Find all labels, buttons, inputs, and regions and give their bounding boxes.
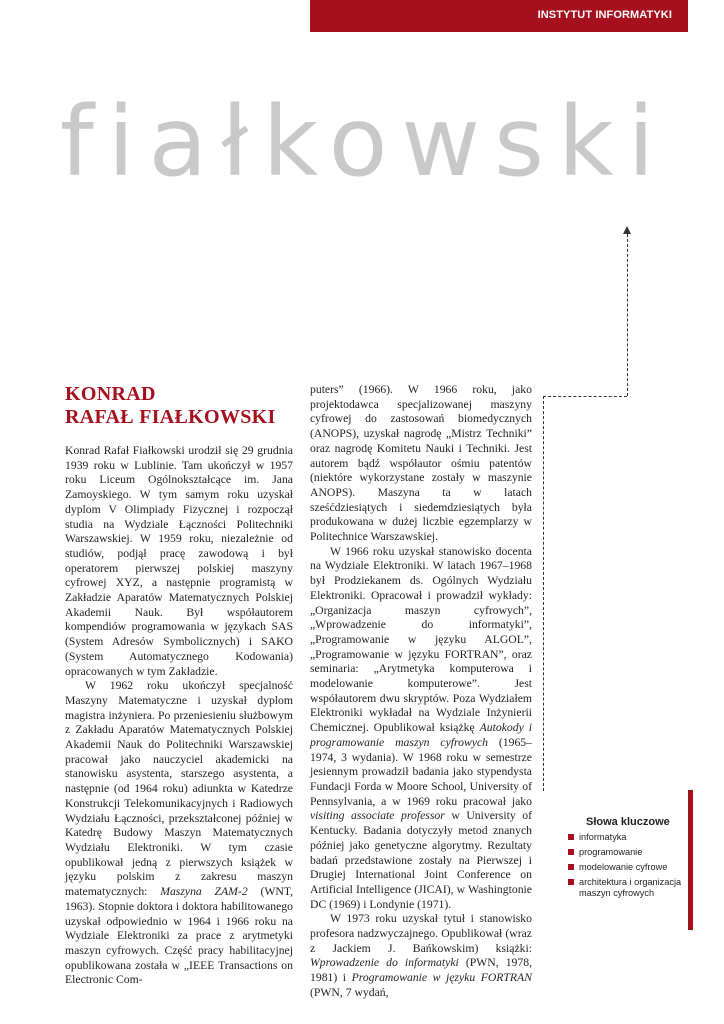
author-name (65, 383, 276, 429)
paragraph-text: (PWN, 7 wydań, (310, 985, 389, 999)
keywords-title: Słowa kluczowe (586, 816, 670, 828)
bullet-square-icon (568, 864, 574, 870)
book-title: Wprowadzenie do informatyki (310, 956, 459, 970)
keyword-label: modelowanie cyfrowe (579, 862, 668, 872)
paragraph (310, 545, 532, 913)
author-first-name: KONRAD (65, 383, 156, 405)
keyword-item (566, 877, 706, 899)
paragraph: Konrad Rafał Fiałkowski urodził się 29 grudnia 1939 roku w Lublinie. Tam ukończył w 1957 roku Liceum Ogólnokształcące im. Jana Zamoyskiego. W tym samym roku uzyskał dyplom V Olimpiady Fizycznej i rozpoczął studia na Wydziale Łączności Politechniki Warszawskiej. W 1959 roku, niezależnie od studiów, podjął pracę zawodową i był operatorem pierwszej polskiej maszyny cyfrowej XYZ, a następnie programistą w Zakładzie Aparatów Matematycznych Polskiej Akademii Nauk. Był współautorem kompendiów programowania w językach SAS (System Adresów Symbolicznych) i SAKO (System Automatycznego Kodowania) opracowanych w tym Zakładzie. (65, 444, 293, 678)
header-title: INSTYTUT INFORMATYKI (537, 9, 672, 21)
keyword-item (566, 847, 706, 858)
bullet-square-icon (568, 879, 574, 885)
author-last-name: RAFAŁ FIAŁKOWSKI (65, 406, 276, 428)
bullet-square-icon (568, 849, 574, 855)
paragraph-text: (PWN, 1978, 1981) i (310, 956, 533, 985)
keyword-label: programowanie (579, 847, 643, 857)
bullet-square-icon (568, 834, 574, 840)
keywords-box (566, 816, 706, 903)
header-bar (310, 0, 688, 32)
keyword-label: informatyka (579, 832, 627, 842)
paragraph-text: (WNT, 1963). Stopnie doktora i doktora habilitowanego uzyskał odpowiednio w 1964 i 1966 roku na Wydziale Elektroniki za prace z arytmetyki maszyn cyfrowych. Część pracy habilitacyjnej opublikowana została w „IEEE Transactions on Electronic Com- (65, 885, 294, 987)
decorative-dashed-line (627, 234, 628, 396)
position-title: visiting associate professor (310, 809, 445, 823)
arrow-up-icon (623, 226, 631, 234)
book-title: Autokody i programowanie maszyn cyfrowych (310, 721, 533, 749)
decorative-dashed-line (543, 396, 627, 397)
paragraph-text: w University of Kentucky. Badania dotyczyły metod znanych później jako genetyczne algorytmy. Rezultaty badań przedstawione zostały na Pierwszej i Drugiej International Joint Conference on Artificial Intelligence (JICAI), w Washingtonie DC (1969) i Londynie (1971). (310, 809, 532, 911)
paragraph-text: W 1966 roku uzyskał stanowisko docenta na Wydziale Elektroniki. W latach 1967–1968 był Prodziekanem ds. Ogólnych Wydziału Elektroniki. Opracował i prowadził wykłady: „Organizacja maszyn cyfrowych”, „Wprowadzenie do informatyki”, „Programowanie w języku ALGOL”, „Programowanie w języku FORTRAN”, oraz seminaria: „Arytmetyka komputerowa i modelowanie komputerowe”. Jest współautorem dwu skryptów. Poza Wydziałem Elektroniki wykładał na Wydziale Inżynierii Chemicznej. Opublikował książkę (310, 544, 532, 735)
book-title: Maszyna ZAM-2 (160, 885, 248, 899)
keyword-label: architektura i organizacja maszyn cyfrowych (579, 877, 682, 898)
paragraph-text: W 1973 roku uzyskał tytuł i stanowisko profesora nadzwyczajnego. Opublikował (wraz z Jackiem J. Bańkowskim) książki: (310, 912, 532, 955)
book-title: Programowanie w języku FORTRAN (351, 971, 532, 985)
paragraph: puters” (1966). W 1966 roku, jako projektodawca specjalizowanej maszyny cyfrowej do zastosowań biomedycznych (ANOPS), uzyskał nagrodę „Mistrz Techniki” oraz nagrodę Komitetu Nauki i Techniki. Jest autorem bądź współautor ośmiu patentów (niektóre wykorzystane zostały w maszynie ANOPS). Maszyna ta w latach sześćdziesiątych i siedemdziesiątych była produkowana w dużej liczbie egzemplarzy w Politechnice Warszawskiej. (310, 383, 532, 544)
keywords-list (566, 832, 706, 899)
keyword-item (566, 862, 706, 873)
text-column-2 (310, 383, 532, 1001)
decorative-dashed-line (543, 396, 544, 791)
paragraph-text: W 1962 roku ukończył specjalność Maszyny Matematyczne i uzyskał dyplom magistra inżyniera. Po przeniesieniu służbowym z Zakładu Aparatów Matematycznych Polskiej Akademii Nauk do Politechniki Warszawskiej pracował jako nauczyciel akademicki na stanowisku asystenta, starszego asystenta, a następnie (od 1964 roku) adiunkta w Katedrze Konstrukcji Telekomunikacyjnych i Radiowych Wydziału Łączności, przekształconej później w Katedrę Budowy Maszyn Matematycznych Wydziału Elektroniki. W tym czasie opublikował jedną z pierwszych książek w języku polskim z zakresu maszyn matematycznych: (65, 679, 293, 899)
keyword-item (566, 832, 706, 843)
paragraph-text: (1965–1974, 3 wydania). W 1968 roku w semestrze jesiennym prowadził badania jako stypendysta Fundacji Forda w Moore School, University of Pennsylvania, a w 1969 roku pracował jako (310, 735, 532, 808)
surname-hero: fiałkowski (60, 86, 669, 198)
paragraph (310, 912, 532, 1000)
paragraph (65, 679, 293, 988)
text-column-1 (65, 444, 293, 988)
